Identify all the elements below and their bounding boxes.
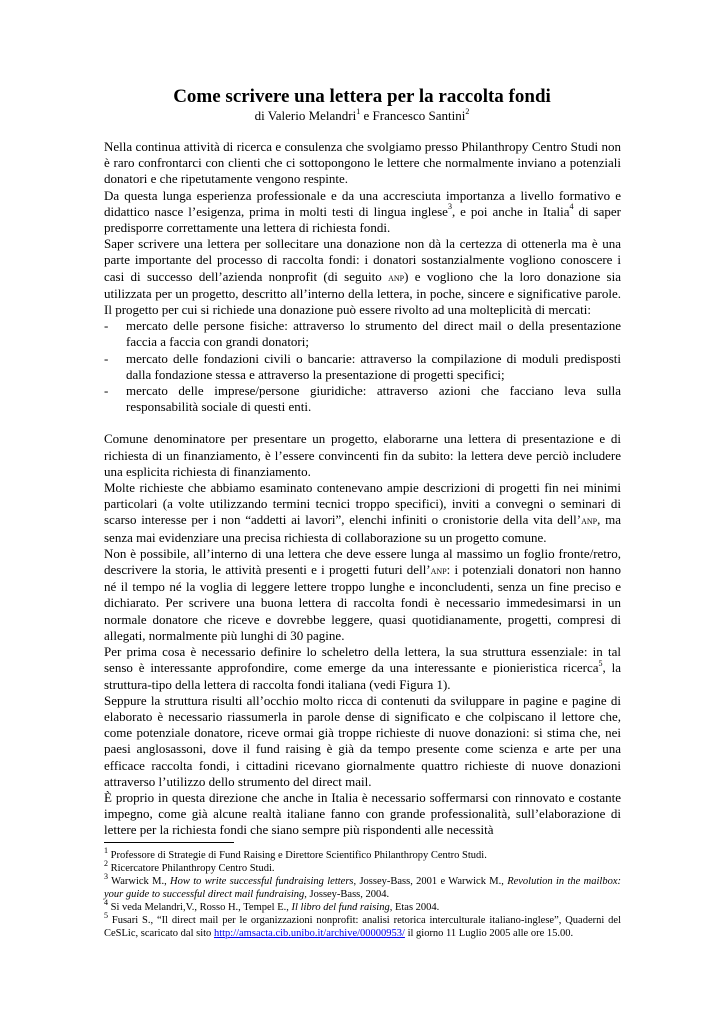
- markets-list: [104, 318, 621, 415]
- footnote-1: $^1$ Professore di Strategie di Fund Raising e Direttore Scientifico Philanthropy Centro Studi.: [104, 845, 487, 861]
- footnote-ref-5[interactable]: 5: [598, 658, 603, 668]
- list-item: - mercato delle persone fisiche: attraverso lo strumento del direct mail o della presentazione faccia a faccia con grandi donatori;: [104, 318, 621, 350]
- footnote-ref-2[interactable]: 2: [465, 106, 470, 116]
- paragraph-5: Molte richieste che abbiamo esaminato contenevano ampie descrizioni di progetti fin nei minimi particolari (a volte utilizzando termini tecnici troppo specifici), inviti a convegni o seminari di scarso interesse per i non “addetti ai lavori”, elenchi infiniti o cronistorie della vita dell’anp, ma senza mai evidenziare una precisa richiesta di collaborazione su un progetto comune.: [104, 480, 621, 545]
- list-item: - mercato delle imprese/persone giuridiche: attraverso azioni che facciano leva sulla responsabilità sociale di questi enti.: [104, 383, 621, 415]
- abbreviation-anp: anp: [430, 565, 447, 578]
- footnote-ref-1[interactable]: 1: [356, 106, 361, 116]
- byline: [0, 108, 724, 124]
- paragraph-1: Nella continua attività di ricerca e consulenza che svolgiamo presso Philanthropy Centro Studi non è raro confrontarci con clienti che ci sottopongono le lettere che normalmente inviano a potenziali donatori e che ripetutamente vengono respinte.: [104, 139, 621, 187]
- abbreviation-anp: anp: [388, 271, 405, 284]
- abbreviation-anp: anp: [581, 515, 598, 528]
- footnote-4: $^4$ Si veda Melandri,V., Rosso H., Tempel E., Il libro del fund raising, Etas 2004.: [104, 897, 440, 913]
- paragraph-9: È proprio in questa direzione che anche in Italia è necessario soffermarsi con rinnovato e costante impegno, come già alcune realtà italiane fanno con grande professionalità, sull’elaborazione di lettere per la richiesta fondi che siano sempre più rispondenti alle necessità: [104, 789, 621, 838]
- paragraph-3: Saper scrivere una lettera per sollecitare una donazione non dà la certezza di ottenerla ma è una parte importante del processo di raccolta fondi: i donatori sostanzialmente vogliono conoscere i casi di successo dell’azienda nonprofit (di seguito anp) e vogliono che la loro donazione sia utilizzata per un progetto, descritto all’interno della lettera, in poche, sincere e significative parole. Il progetto per cui si richiede una donazione può essere rivolto ad una molteplicità di mercati:: [104, 236, 621, 318]
- list-item: - mercato delle fondazioni civili o bancarie: attraverso la compilazione di moduli predisposti dalla fondazione stessa e attraverso la presentazione di progetti specifici;: [104, 350, 621, 382]
- footnote-separator: [104, 842, 234, 843]
- byline-authors-first: di Valerio Melandri: [254, 108, 357, 123]
- paragraph-6: Non è possibile, all’interno di una lettera che deve essere lunga al massimo un foglio fronte/retro, descrivere la storia, le attività presenti e i progetti futuri dell’anp: i potenziali donatori non hanno né il tempo né la voglia di leggere lettere troppo lunghe e inconcludenti, senza un fine preciso e dichiarato. Per scrivere una buona lettera di raccolta fondi è necessario immedesimarsi in un normale donatore che riceve e dovrebbe leggere, quasi quotidianamente, progetti, compresi di allegati, normalmente più lunghi di 30 pagine.: [104, 545, 622, 643]
- paragraph-2: Da questa lunga esperienza professionale e da una accresciuta importanza a livello formativo e didattico nasce l’esigenza, prima in molti testi di lingua inglese$^3$, e poi anche in Italia$^4$ di saper predisporre correttamente una lettera di richiesta fondi.: [104, 187, 621, 236]
- paragraph-8: Seppure la struttura risulti all’occhio molto ricca di contenuti da sviluppare in pagine e pagine di elaborato è necessario riassumerla in parole dense di significato e che colpiscano il lettore che, come potenziale donatore, riceve ormai già troppe richieste di nuove donazioni: si stima che, nei paesi anglosassoni, dove il fund raising è già da tempo presente come scienza e arte per una efficace raccolta fondi, i cittadini ricevano giornalmente quattro richieste di nuove donazioni attraverso l’utilizzo dello strumento del direct mail.: [104, 692, 621, 789]
- footnote-5: $^5$ Fusari S., “Il direct mail per le organizzazioni nonprofit: analisi retorica interculturale italiano-inglese”, Quaderni del CeSLic, scaricato dal sito http://amsacta.cib.unibo.it/archive/00000953/ il giorno 11 Luglio 2005 alle ore 15.00.: [104, 910, 621, 939]
- paragraph-7: Per prima cosa è necessario definire lo scheletro della lettera, la sua struttura essenziale: in tal senso è interessante approfondire, come emerge da una interessante e pionieristica ricerca$^5$, la struttura-tipo della lettera di raccolta fondi italiana (vedi Figura 1).: [104, 644, 621, 692]
- paragraph-4: Comune denominatore per presentare un progetto, elaborarne una lettera di presentazione e di richiesta di un finanziamento, è l’essere convincenti fin da subito: la lettera deve perciò includere una esplicita richiesta di finanziamento.: [104, 431, 621, 479]
- byline-authors-second: e Francesco Santini: [360, 108, 466, 123]
- footnote-ref-4[interactable]: 4: [569, 202, 574, 212]
- source-link[interactable]: http://amsacta.cib.unibo.it/archive/00000953/: [213, 928, 405, 939]
- footnote-2: $^2$ Ricercatore Philanthropy Centro Studi.: [104, 858, 275, 874]
- footnotes: [104, 842, 621, 940]
- document-title: Come scrivere una lettera per la raccolta fondi: [173, 86, 551, 107]
- footnote-ref-3[interactable]: 3: [447, 202, 452, 212]
- article-body: [104, 139, 621, 839]
- footnote-3: $^3$ Warwick M., How to write successful fundraising letters, Jossey-Bass, 2001 e Warwick M., Revolution in the mailbox: your guide to successful direct mail fundraising, Jossey-Bass, 2004.: [104, 871, 621, 900]
